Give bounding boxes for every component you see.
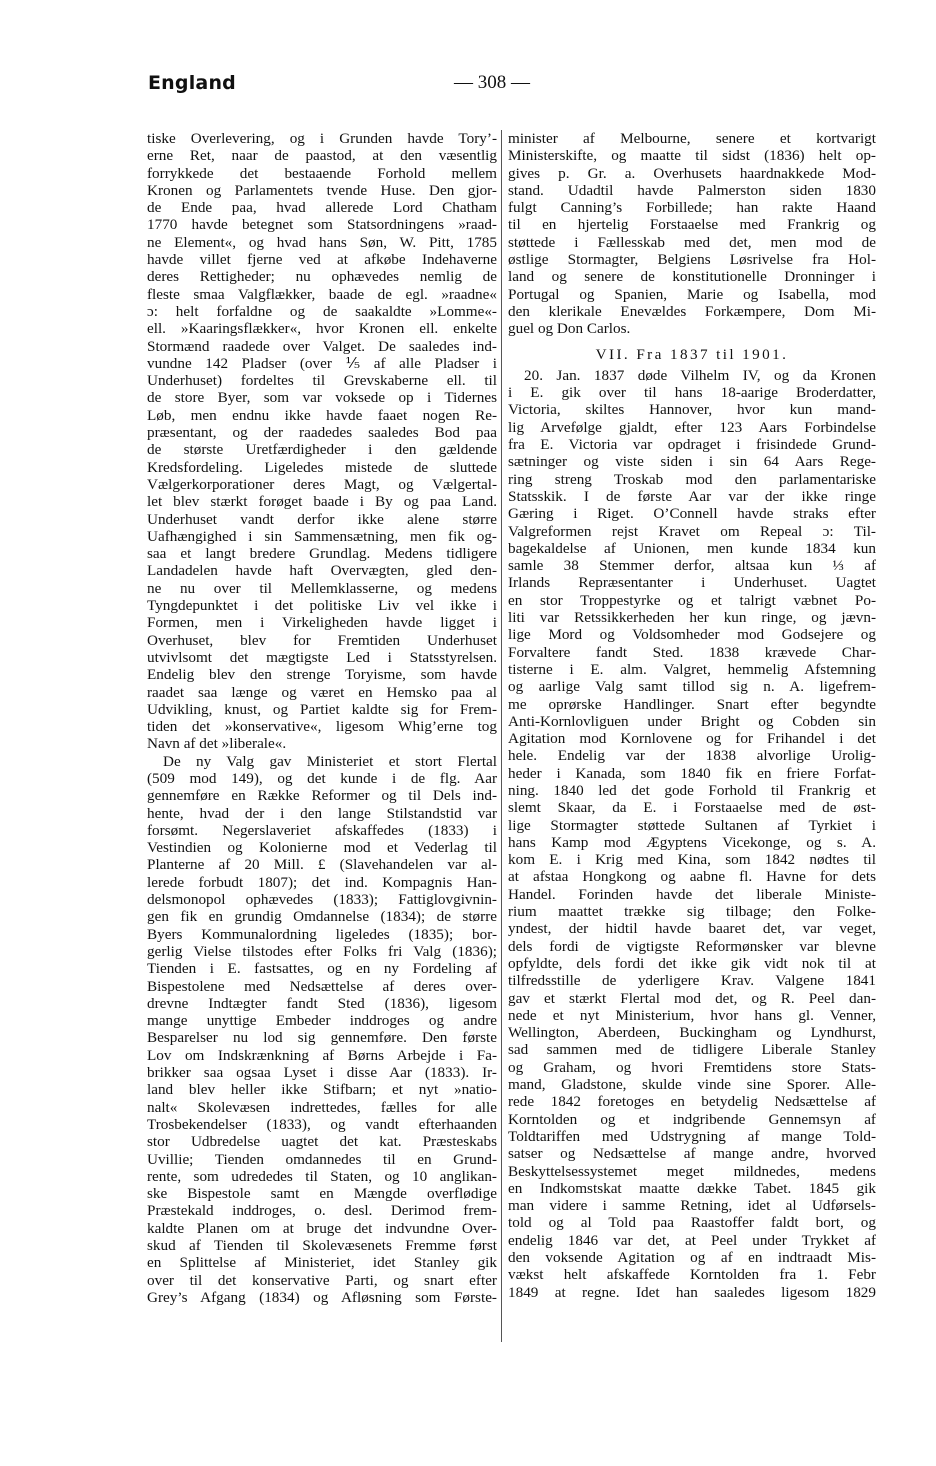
- text-line: Løb, men endnu ikke havde faaet nogen Re-: [147, 406, 497, 424]
- text-line: man videre i samme Retning, idet al Udførsels-: [508, 1197, 876, 1215]
- text-line: Landadelen havde haft Overvægten, gled den-: [147, 562, 497, 580]
- text-line: Gæring i Riget. O’Connell havde straks efter: [508, 505, 876, 523]
- text-line: Uvillie; Tienden omdannedes til en Grund-: [147, 1150, 497, 1168]
- text-line: hele. Endelig var der 1838 alvorlige Urolig-: [508, 747, 876, 765]
- text-line: en Splittelse af Ministeriet, idet Stanley gik: [147, 1254, 497, 1272]
- text-line: ning. 1840 led det gode Forhold til Frankrig et: [508, 781, 876, 799]
- text-line: Endelig blev den strenge Toryisme, som havde: [147, 666, 497, 684]
- text-line: Kredsfordeling. Ligeledes mistede de sluttede: [147, 458, 497, 476]
- text-line: lerede forbudt 1807); det ind. Kompagnis Han-: [147, 873, 497, 891]
- text-line: Grey’s Afgang (1834) og Afløsning som Første-: [147, 1288, 497, 1306]
- text-line: vundne 142 Pladser (over ⅕ af alle Pladser i: [147, 354, 497, 372]
- text-line: kaldte Planen om at bruge det indvundne Over-: [147, 1219, 497, 1237]
- page-number: — 308 —: [454, 72, 530, 93]
- text-line: Valgreformen rejst Kravet om Repeal ɔ: Til-: [508, 522, 876, 540]
- text-line: tilfredsstille de yderligere Krav. Valgene 1841: [508, 972, 876, 990]
- text-line: Portugal og Spanien, Marie og Isabella, mod: [508, 285, 876, 303]
- text-line: land og senere de konstitutionelle Dronninger i: [508, 268, 876, 286]
- text-line: gen fik en grundig Omdannelse (1834); de større: [147, 908, 497, 926]
- text-line: over til det konservative Parti, og snart efter: [147, 1271, 497, 1289]
- text-line: lig Arvefølge gjaldt, efter 123 Aars Forbindelse: [508, 418, 876, 436]
- text-line: at afstaa Hongkong og aabne fl. Havne for dets: [508, 868, 876, 886]
- text-line: me oprørske Handlinger. Snart efter begyndte: [508, 695, 876, 713]
- text-line: Stormænd raadede over Valget. De saaledes ind-: [147, 337, 497, 355]
- text-line: Planterne af 20 Mill. £ (Slavehandelen var al-: [147, 856, 497, 874]
- text-line: mand, Gladstone, skulde vinde sine Sporer. Alle-: [508, 1076, 876, 1094]
- text-line: Beskyttelsessystemet meget mildnedes, medens: [508, 1162, 876, 1180]
- right-column-bottom-text: [508, 367, 876, 1301]
- text-line: og Graham, og hvori Fremtidens store Stats-: [508, 1058, 876, 1076]
- text-line: Agitation mod Kornlovene og for Frihandel i det: [508, 730, 876, 748]
- text-line: ɔ: helt forfaldne og de saakaldte »Lomme«-: [147, 302, 497, 320]
- text-line: rede 1842 foretoges en betydelig Nedsættelse af: [508, 1093, 876, 1111]
- text-line: yndest, der hidtil havde baaret det, var veget,: [508, 920, 876, 938]
- text-line: sætninger og viste siden i sin 64 Aars Rege-: [508, 453, 876, 471]
- text-line: tiden det »konservative«, ligesom Whig’erne tog: [147, 718, 497, 736]
- text-line: stor Udbredelse uagtet det kat. Præsteskabs: [147, 1133, 497, 1151]
- text-line: den voksende Agitation og af en indtraadt Mis-: [508, 1249, 876, 1266]
- text-line: Handel. Forinden havde det liberale Ministe-: [508, 885, 876, 903]
- text-line: Lov om Indskrænkning af Børns Arbejde i Fa-: [147, 1046, 497, 1064]
- text-line: ring streng Troskab mod den parlamentariske: [508, 470, 876, 488]
- running-title: England: [148, 72, 236, 94]
- text-line: Overhuset, blev for Fremtiden Underhuset: [147, 631, 497, 649]
- text-line: Wellington, Aberdeen, Buckingham og Lyndhurst,: [508, 1024, 876, 1042]
- text-line: havde villet fjerne ved at afkøbe Indehaverne: [147, 251, 497, 269]
- text-line: vækst helt afskaffede Korntolden fra 1. Febr: [508, 1266, 876, 1284]
- text-line: Udvikling, knust, og Partiet kaldte sig for Frem-: [147, 700, 497, 718]
- text-line: let blev stærkt forøget baade i By og paa Land.: [147, 493, 497, 511]
- text-line: stand. Udadtil havde Palmerston siden 1830: [508, 181, 876, 199]
- text-line: slemt Skaar, da E. i Forstaaelse med de øst-: [508, 799, 876, 817]
- text-line: skud af Tienden til Skolevæsenets Fremme først: [147, 1237, 497, 1254]
- text-line: satser og Nedsættelse af mange andre, hvorved: [508, 1145, 876, 1163]
- text-line: hans Kamp mod Ægyptens Vicekonge, og s. A.: [508, 833, 876, 851]
- text-line: gennemføre en Række Reformer og til Dels ind-: [147, 787, 497, 805]
- text-line: bagekaldelse af Unionen, men kunde 1834 kun: [508, 539, 876, 557]
- text-line: erne Ret, naar de paastod, at den væsentlig: [147, 147, 497, 165]
- text-line: en Indkomstskat maatte dække Tabet. 1845 gik: [508, 1179, 876, 1197]
- text-line: 1849 at regne. Idet han saaledes ligesom 1829: [508, 1283, 876, 1301]
- text-line: lige Stormagter støttede Sultanen af Tyrkiet i: [508, 816, 876, 834]
- text-line: Anti-Kornlovliguen under Bright og Cobden sin: [508, 712, 876, 730]
- text-line: præsentant, og der raadedes saaledes Bod paa: [147, 424, 497, 442]
- text-line: Underhuset vandt derfor ikke alene større: [147, 510, 497, 528]
- text-line: en stor Troppestyrke og et talrigt væbnet Po-: [508, 591, 876, 609]
- text-line: de største Uretfærdigheder i den gældende: [147, 441, 497, 459]
- text-line: støttede i Fællesskab med det, men mod de: [508, 233, 876, 251]
- text-line: kom E. i Krig med Kina, som 1842 nødtes til: [508, 851, 876, 869]
- text-line: raadet saa længe og været en Hemsko paa al: [147, 683, 497, 701]
- text-line: samle 38 Stemmer derfor, altsaa kun ⅓ af: [508, 557, 876, 575]
- text-line: minister af Melbourne, senere et kortvarigt: [508, 130, 876, 147]
- text-line: Præstekald inddroges, o. desl. Derimod frem-: [147, 1202, 497, 1220]
- text-line: Tienden i E. fastsattes, og en ny Fordeling af: [147, 960, 497, 978]
- text-line: Uafhængighed i sin Sammensætning, men fik og-: [147, 527, 497, 545]
- text-line: liti var Retssikkerheden her kun ringe, og jævn-: [508, 609, 876, 627]
- text-line: nalt« Skolevæsen indrettedes, fælles for alle: [147, 1098, 497, 1116]
- section-title: VII. Fra 1837 til 1901.: [595, 345, 789, 363]
- text-line: Bispestolene med Nedsættelse af deres over-: [147, 977, 497, 995]
- text-line: 20. Jan. 1837 døde Vilhelm IV, og da Kronen: [524, 366, 876, 384]
- text-line: fleste smaa Valgflækker, baade de egl. »raadne«: [147, 285, 497, 303]
- text-line: land blev heller ikke Stifbarn; et nyt »natio-: [147, 1081, 497, 1099]
- text-line: sad sammen med de tidligere Liberale Stanley: [508, 1041, 876, 1059]
- text-line: og aarlige Valg samt tillod sig n. A. ligefrem-: [508, 678, 876, 696]
- right-column-top-text: [508, 130, 876, 338]
- text-line: guel og Don Carlos.: [508, 320, 631, 338]
- text-line: ske Bispestole samt en Mængde overflødige: [147, 1185, 497, 1203]
- text-line: ell. »Kaaringsflækker«, hvor Kronen ell. enkelte: [147, 320, 497, 338]
- text-line: drevne Indtægter fandt Sted (1836), ligesom: [147, 994, 497, 1012]
- text-line: de store Byer, som var voksede op i Tidernes: [147, 389, 497, 407]
- text-line: tiske Overlevering, og i Grunden havde Tory’-: [147, 130, 497, 147]
- text-line: lige Mord og Voldsomheder mod Godsejere og: [508, 626, 876, 644]
- text-line: fra E. Victoria var opdraget i frisindede Grund-: [508, 436, 876, 454]
- text-line: Irlands Repræsentanter i Underhuset. Uagtet: [508, 574, 876, 592]
- text-line: utvivlsomt det mægtigste Led i Statsstyrelsen.: [147, 648, 497, 666]
- text-line: Korntolden og et indgribende Gennemsyn af: [508, 1110, 876, 1128]
- text-line: Statsskik. I de første Aar var der ikke ringe: [508, 487, 876, 505]
- text-line: Byers Kommunalordning ligeledes (1835); bor-: [147, 925, 497, 943]
- text-line: nede et nyt Ministerium, hvor hans gl. Venner,: [508, 1006, 876, 1024]
- text-line: til en hjertelig Forstaaelse med Frankrig og: [508, 216, 876, 234]
- text-line: rente, som udrededes til Staten, og 10 anglikan-: [147, 1167, 497, 1185]
- text-line: Besparelser nu lod sig gennemføre. Den første: [147, 1029, 497, 1047]
- text-line: dels fordi de vigtigste Reformønsker var blevne: [508, 937, 876, 955]
- text-line: heder i Kanada, som 1840 fik en friere Forfat-: [508, 764, 876, 782]
- text-line: østlige Stormagter, Belgiens Løsrivelse fra Hol-: [508, 251, 876, 269]
- text-line: tisterne i E. alm. Valgret, hemmelig Afstemning: [508, 660, 876, 678]
- text-line: Underhuset) fordeltes til Grevskaberne ell. til: [147, 372, 497, 390]
- text-line: i E. gik over til hans 18-aarige Broderdatter,: [508, 384, 876, 402]
- text-line: gav et stærkt Flertal mod det, og R. Peel dan-: [508, 989, 876, 1007]
- text-line: deres Rettigheder; nu ophævedes nemlig de: [147, 268, 497, 286]
- text-line: ne Element«, og hvad hans Søn, W. Pitt, 1785: [147, 233, 497, 251]
- text-line: endelig 1846 var det, at Peel under Trykket af: [508, 1231, 876, 1249]
- text-line: Trosbekendelser (1833), og vandt efterhaanden: [147, 1115, 497, 1133]
- text-line: forsømt. Negerslaveriet afskaffedes (1833) i: [147, 821, 497, 839]
- text-line: fulgt Canning’s Forbillede; han rakte Haand: [508, 199, 876, 217]
- text-line: hente, hvad der i den lange Stilstandstid var: [147, 804, 497, 822]
- text-line: delsmonopol ophævedes (1833); Fattiglovgivnin-: [147, 891, 497, 909]
- text-line: Kronen og Parlamentets tvende Huse. Den gjor-: [147, 181, 497, 199]
- text-line: forrykkede det bestaaende Forhold mellem: [147, 164, 497, 182]
- text-line: saa et langt bredere Grundlag. Medens tidligere: [147, 545, 497, 563]
- column-divider: [501, 130, 502, 1342]
- text-line: De ny Valg gav Ministeriet et stort Flertal: [163, 752, 497, 770]
- text-line: mange unyttige Embeder inddroges og andre: [147, 1012, 497, 1030]
- text-line: gives p. Gr. a. Overhusets haardnakkede Mod-: [508, 164, 876, 182]
- text-line: Vælgerkorporationer deres Magt, og Vælgertal-: [147, 475, 497, 493]
- text-line: Tyngdepunktet i det politiske Liv vel ikke i: [147, 597, 497, 615]
- text-line: 1770 havde betegnet som Statsordningens »raad-: [147, 216, 497, 234]
- text-line: Formen, men i Virkeligheden havde ligget i: [147, 614, 497, 632]
- text-line: Navn af det »liberale«.: [147, 735, 287, 753]
- text-line: Forvaltere fandt Sted. 1838 krævede Char-: [508, 643, 876, 661]
- text-line: rium maattet trække sig tilbage; den Folke-: [508, 903, 876, 921]
- text-line: brikker saa ogsaa Lyset i disse Aar (1833). Ir-: [147, 1064, 497, 1082]
- text-line: (509 mod 149), og det kunde i de flg. Aar: [147, 769, 497, 787]
- text-line: Ministerskifte, og maatte til sidst (1836) helt op-: [508, 147, 876, 165]
- text-line: Vestindien og Kolonierne mod et Vederlag til: [147, 839, 497, 857]
- text-line: de Ende paa, hvad allerede Lord Chatham: [147, 199, 497, 217]
- right-column: [508, 130, 876, 1301]
- text-line: opfyldte, dels fordi det ikke gik vidt nok til at: [508, 954, 876, 972]
- page-header: [148, 72, 788, 102]
- text-line: den klerikale Enevældes Forkæmpere, Dom Mi-: [508, 302, 876, 320]
- text-line: Victoria, skiltes Hannover, hvor kun mand-: [508, 401, 876, 419]
- text-line: told og al Told paa Raastoffer faldt bort, og: [508, 1214, 876, 1232]
- text-line: ne nu over til Mellemklasserne, og medens: [147, 579, 497, 597]
- text-line: gerlig Vielse tilstodes efter Folks fri Valg (1836);: [147, 942, 497, 960]
- left-column: [147, 130, 497, 1306]
- text-line: Toldtariffen med Udstrygning af mange Told-: [508, 1127, 876, 1145]
